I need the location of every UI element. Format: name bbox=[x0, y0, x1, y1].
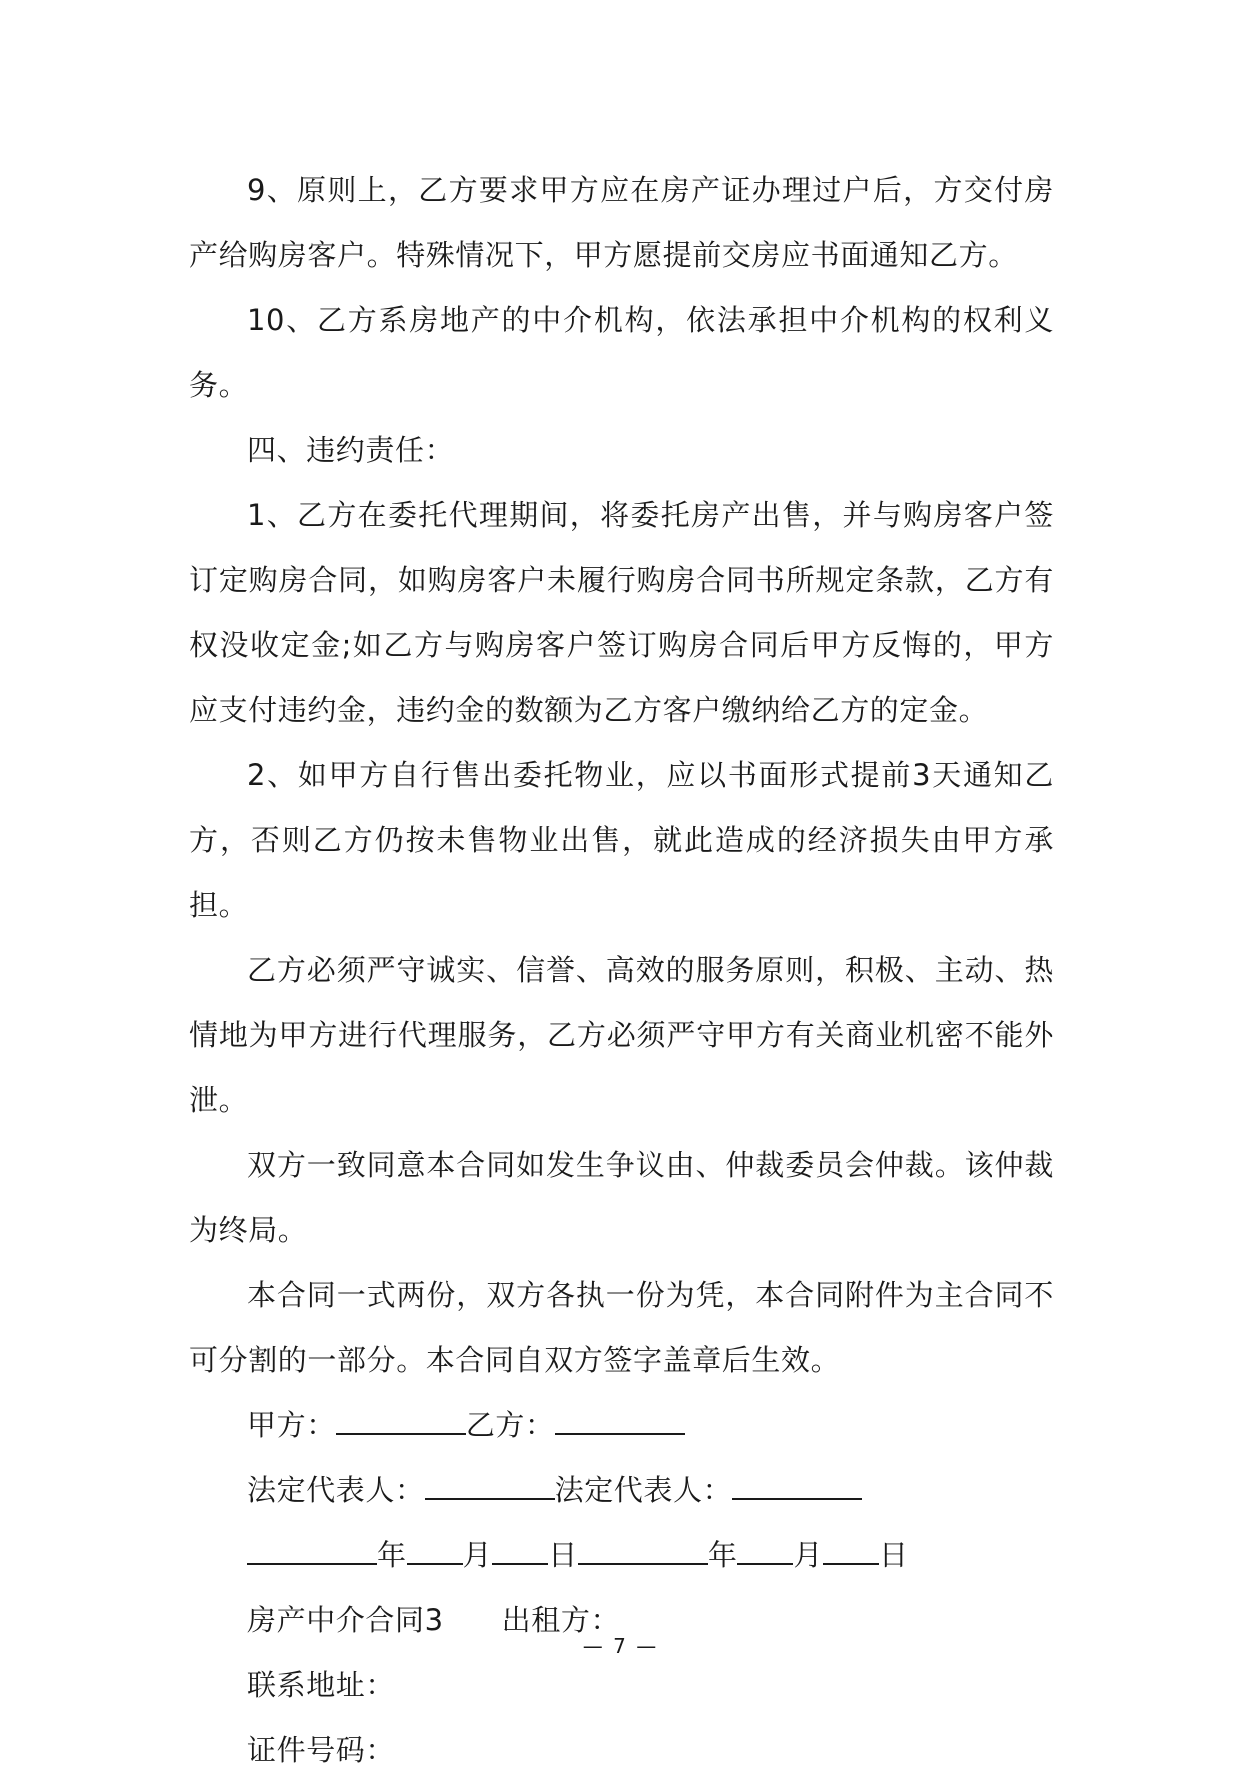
id-number-line bbox=[189, 1718, 1054, 1783]
day-b-label: 日 bbox=[879, 1538, 909, 1572]
month-b-label: 月 bbox=[793, 1538, 824, 1572]
party-signature-line bbox=[189, 1393, 1054, 1458]
date-line bbox=[189, 1523, 1054, 1588]
year-b-blank bbox=[578, 1537, 708, 1565]
arbitration-clause: 双方一致同意本合同如发生争议由、仲裁委员会仲裁。该仲裁为终局。 bbox=[189, 1148, 1054, 1247]
section-heading-breach: 四、违约责任： bbox=[247, 433, 455, 467]
id-number-label: 证件号码： bbox=[247, 1733, 396, 1767]
clause-10: 10、乙方系房地产的中介机构，依法承担中介机构的权利义务。 bbox=[189, 303, 1054, 402]
party-a-label: 甲方： bbox=[247, 1408, 336, 1442]
lessor-label: 出租方： bbox=[501, 1603, 621, 1637]
page-number: — 7 — bbox=[582, 1634, 659, 1658]
year-a-label: 年 bbox=[377, 1538, 407, 1572]
rep-b-blank bbox=[732, 1472, 862, 1500]
month-b-blank bbox=[737, 1537, 793, 1565]
rep-a-label: 法定代表人： bbox=[247, 1473, 425, 1507]
day-b-blank bbox=[823, 1537, 879, 1565]
month-a-label: 月 bbox=[462, 1538, 493, 1572]
month-a-blank bbox=[407, 1537, 463, 1565]
party-a-blank bbox=[336, 1407, 466, 1435]
party-b-label: 乙方： bbox=[465, 1408, 555, 1442]
address-label: 联系地址： bbox=[247, 1668, 396, 1702]
year-a-blank bbox=[247, 1537, 377, 1565]
breach-clause-2: 2、如甲方自行售出委托物业，应以书面形式提前3天通知乙方，否则乙方仍按未售物业出售，就此造成的经济损失由甲方承担。 bbox=[189, 758, 1054, 922]
day-a-blank bbox=[492, 1537, 548, 1565]
day-a-label: 日 bbox=[548, 1538, 578, 1572]
breach-clause-1: 1、乙方在委托代理期间，将委托房产出售，并与购房客户签订定购房合同，如购房客户未履行购房合同书所规定条款，乙方有权没收定金;如乙方与购房客户签订购房合同后甲方反悔的，甲方应支付违约金，违约金的数额为乙方客户缴纳给乙方的定金。 bbox=[189, 498, 1054, 727]
next-contract-title: 房产中介合同3 bbox=[247, 1603, 444, 1637]
clause-9: 9、原则上，乙方要求甲方应在房产证办理过户后，方交付房产给购房客户。特殊情况下，甲方愿提前交房应书面通知乙方。 bbox=[189, 173, 1054, 272]
rep-a-blank bbox=[425, 1472, 555, 1500]
service-principle: 乙方必须严守诚实、信誉、高效的服务原则，积极、主动、热情地为甲方进行代理服务，乙方必须严守甲方有关商业机密不能外泄。 bbox=[189, 953, 1054, 1117]
year-b-label: 年 bbox=[707, 1538, 738, 1572]
document-body bbox=[189, 158, 1054, 1783]
representative-signature-line bbox=[189, 1458, 1054, 1523]
party-b-blank bbox=[555, 1407, 685, 1435]
rep-b-label: 法定代表人： bbox=[554, 1473, 733, 1507]
copies-clause: 本合同一式两份，双方各执一份为凭，本合同附件为主合同不可分割的一部分。本合同自双方签字盖章后生效。 bbox=[189, 1278, 1054, 1377]
address-line bbox=[189, 1653, 1054, 1718]
